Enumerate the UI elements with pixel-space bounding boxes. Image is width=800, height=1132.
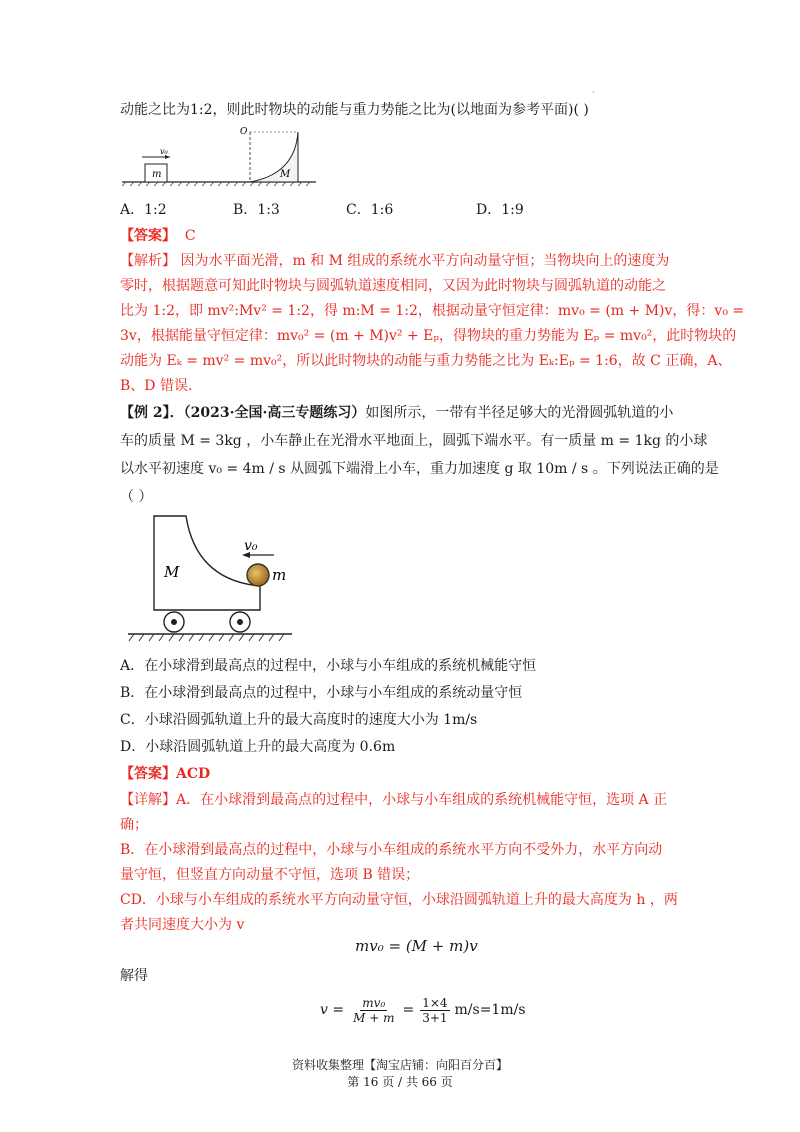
example2-tag: 【例 2】 bbox=[120, 405, 170, 421]
detail2-line-5: CD．小球与小车组成的系统水平方向动量守恒，小球沿圆弧轨道上升的最大高度为 h ，两 bbox=[120, 892, 678, 908]
q2-option-a: A．在小球滑到最高点的过程中，小球与小车组成的系统机械能守恒 bbox=[120, 658, 537, 674]
q2-option-d: D．小球沿圆弧轨道上升的最大高度为 0.6m bbox=[120, 739, 396, 755]
example2-heading bbox=[120, 403, 673, 423]
answer1 bbox=[120, 226, 196, 246]
fig2-label-M: M bbox=[164, 563, 180, 581]
fig2-label-m: m bbox=[272, 566, 287, 584]
detail2-line-6: 者共同速度大小为 v bbox=[120, 917, 245, 933]
fig1-label-m: m bbox=[152, 169, 162, 180]
answer1-tag: 【答案】 bbox=[120, 228, 176, 244]
footer-source: 资料收集整理【淘宝店铺：向阳百分百】 bbox=[291, 1058, 508, 1072]
formula2-tail: m/s=1m/s bbox=[454, 1002, 526, 1018]
q1-option-d: D．1:9 bbox=[476, 202, 524, 218]
formula2-den2: 3+1 bbox=[422, 1010, 448, 1025]
q1-option-b: B．1:3 bbox=[233, 202, 280, 218]
stray-dot: · bbox=[592, 88, 595, 97]
detail2-line-3: B．在小球滑到最高点的过程中，小球与小车组成的系统水平方向不受外力，水平方向动 bbox=[120, 842, 663, 858]
formula2-num2: 1×4 bbox=[422, 995, 448, 1010]
formula-velocity bbox=[320, 990, 526, 1030]
example2-line-4: （ ） bbox=[120, 489, 153, 505]
detail2-line-1: 【详解】A．在小球滑到最高点的过程中，小球与小车组成的系统机械能守恒，选项 A 正 bbox=[120, 792, 668, 808]
analysis1-line-4: 3v，根据能量守恒定律：mv₀² = (m + M)v² + Eₚ，得物块的重力势能为 Eₚ = mv₀²，此时物块的 bbox=[120, 328, 737, 344]
analysis1-line-2: 零时，根据题意可知此时物块与圆弧轨道速度相同，又因为此时物块与圆弧轨道的动能之 bbox=[120, 278, 666, 294]
answer1-value: C bbox=[184, 228, 196, 244]
detail2-line-4: 量守恒，但竖直方向动量不守恒，选项 B 错误； bbox=[120, 867, 420, 883]
answer2: 【答案】ACD bbox=[120, 766, 211, 782]
example2-line-1: 如图所示，一带有半径足够大的光滑圆弧轨道的小 bbox=[365, 405, 674, 421]
ball bbox=[247, 564, 269, 586]
analysis1-line-1: 【解析】 因为水平面光滑，m 和 M 组成的系统水平方向动量守恒；当物块向上的速度为 bbox=[120, 253, 670, 269]
analysis1-line-6: B、D 错误. bbox=[120, 378, 193, 394]
formula2-den1: M + m bbox=[353, 1010, 395, 1025]
formula2-eq: = bbox=[402, 1002, 415, 1018]
q2-option-c: C．小球沿圆弧轨道上升的最大高度时的速度大小为 1m/s bbox=[120, 712, 478, 728]
formula2-num1: mv₀ bbox=[362, 995, 386, 1010]
solve-label: 解得 bbox=[120, 968, 148, 984]
example2-line-2: 车的质量 M = 3kg ，小车静止在光滑水平地面上，圆弧下端水平。有一质量 m = 1kg 的小球 bbox=[120, 433, 708, 449]
figure-block-and-track bbox=[120, 124, 320, 186]
fig1-label-O: O bbox=[240, 127, 248, 137]
fig1-label-v: v₀ bbox=[160, 147, 168, 156]
example2-line-3: 以水平初速度 v₀ = 4m / s 从圆弧下端滑上小车，重力加速度 g 取 10m / s 。下列说法正确的是 bbox=[120, 461, 719, 477]
formula2-frac1 bbox=[351, 996, 396, 1025]
footer-page-number: 第 16 页 / 共 66 页 bbox=[347, 1075, 453, 1089]
figure-cart-with-arc bbox=[126, 510, 296, 646]
formula-momentum: mv₀ = (M + m)v bbox=[355, 937, 478, 955]
q2-option-b: B．在小球滑到最高点的过程中，小球与小车组成的系统动量守恒 bbox=[120, 685, 523, 701]
formula2-frac2 bbox=[420, 996, 449, 1025]
formula2-lhs: v = bbox=[320, 1002, 345, 1018]
q1-option-c: C．1:6 bbox=[346, 202, 394, 218]
example2-source: ．（2023·全国·高三专题练习） bbox=[169, 405, 366, 421]
analysis1-line-5: 动能为 Eₖ = mv² = mv₀²，所以此时物块的动能与重力势能之比为 Eₖ:Eₚ = 1:6，故 C 正确，A、 bbox=[120, 353, 732, 369]
q1-option-a: A．1:2 bbox=[120, 202, 167, 218]
question-continuation: 动能之比为1:2，则此时物块的动能与重力势能之比为(以地面为参考平面)( ) bbox=[120, 102, 589, 118]
fig1-label-M: M bbox=[280, 169, 291, 180]
fig2-label-v0: v₀ bbox=[244, 538, 258, 554]
analysis1-line-3: 比为 1:2，即 mv²:Mv² = 1:2，得 m:M = 1:2，根据动量守恒定律：mv₀ = (m + M)v，得：v₀ = bbox=[120, 303, 745, 319]
detail2-line-2: 确； bbox=[120, 817, 148, 833]
